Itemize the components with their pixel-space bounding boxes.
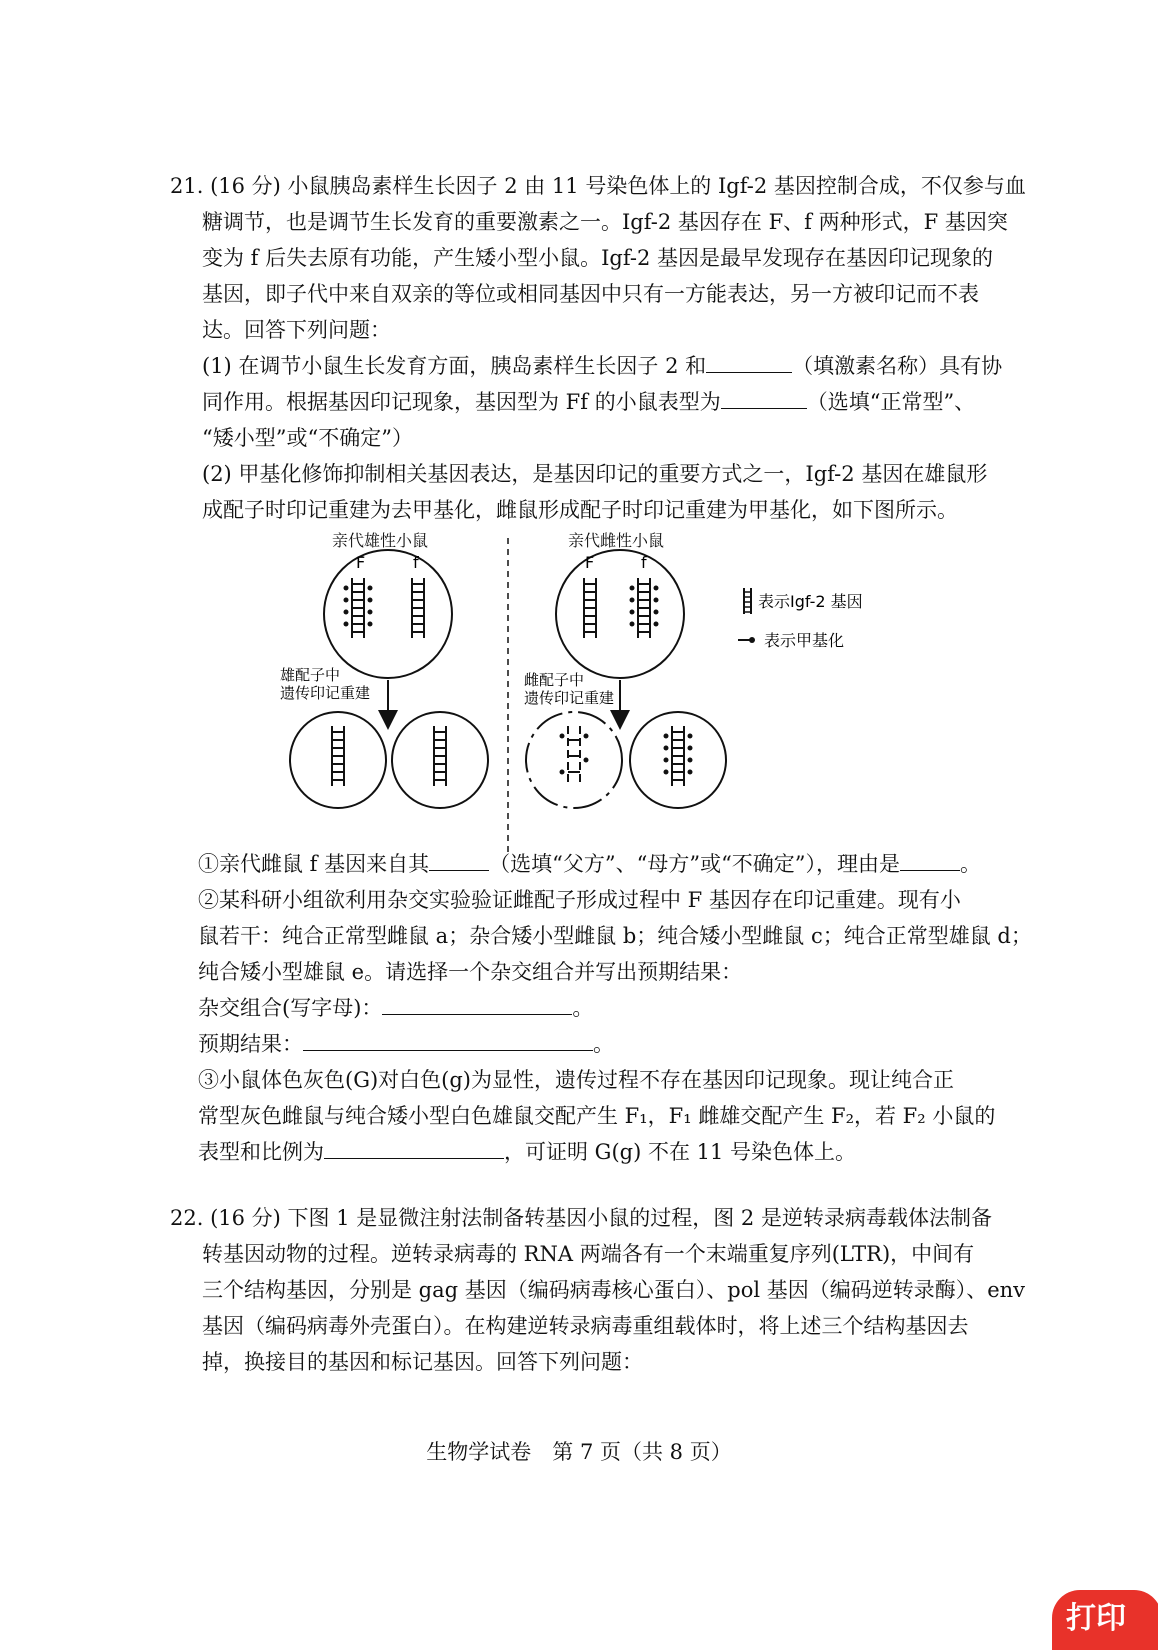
question-22	[170, 1200, 1026, 1380]
sub1-line: ①亲代雌鼠 f 基因来自其 （选填“父方”、“母方”或“不确定”），理由是 。	[198, 852, 982, 876]
legend-gene-label: 表示Igf-2 基因	[758, 592, 863, 611]
q21-line: 基因，即子代中来自双亲的等位或相同基因中只有一方能表达，另一方被印记而不表	[202, 282, 979, 306]
q21-part1-line1: (1) 在调节小鼠生长发育方面，胰岛素样生长因子 2 和 （填激素名称）具有协	[202, 354, 1003, 378]
q22-line: 转基因动物的过程。逆转录病毒的 RNA 两端各有一个末端重复序列(LTR)，中间有	[202, 1242, 975, 1266]
sub3-line: 常型灰色雌鼠与纯合矮小型白色雄鼠交配产生 F₁，F₁ 雌雄交配产生 F₂，若 F₂ 小鼠的	[198, 1104, 996, 1128]
q21-part1-line3: “矮小型”或“不确定”）	[202, 426, 413, 450]
ladder-f-plain	[412, 578, 424, 638]
answer-blank[interactable]	[721, 388, 807, 409]
expected-result-line: 预期结果： 。	[198, 1032, 614, 1056]
female-gamete-cell	[526, 712, 622, 808]
legend-methyl-icon	[738, 637, 755, 643]
q21-line: 21. (16 分) 小鼠胰岛素样生长因子 2 由 11 号染色体上的 Igf-2 基因控制合成，不仅参与血	[170, 174, 1026, 198]
male-parent-title: 亲代雄性小鼠	[332, 531, 429, 550]
female-parent-title: 亲代雌性小鼠	[568, 531, 665, 550]
female-arrow-label: 遗传印记重建	[524, 689, 615, 707]
gene-label-F: F	[356, 553, 366, 572]
female-parent-cell	[556, 550, 684, 678]
gene-label-F: F	[585, 553, 595, 572]
ladder-F-plain	[584, 578, 596, 638]
q22-line: 22. (16 分) 下图 1 是显微注射法制备转基因小鼠的过程，图 2 是逆转录病毒载体法制备	[170, 1206, 992, 1230]
female-gamete-cell	[630, 712, 726, 808]
answer-blank[interactable]	[324, 1138, 504, 1159]
q21-part2-line: (2) 甲基化修饰抑制相关基因表达，是基因印记的重要方式之一，Igf-2 基因在雄鼠形	[202, 462, 988, 486]
answer-blank[interactable]	[303, 1030, 593, 1051]
legend-gene-icon	[744, 588, 751, 614]
q21-line: 变为 f 后失去原有功能，产生矮小型小鼠。Igf-2 基因是最早发现存在基因印记现象的	[202, 246, 994, 270]
question-21-subparts	[170, 846, 1032, 1170]
q21-line: 达。回答下列问题：	[202, 318, 391, 342]
legend-methyl-label: 表示甲基化	[764, 631, 845, 650]
q21-part1-line2: 同作用。根据基因印记现象，基因型为 Ff 的小鼠表型为 （选填“正常型”、	[202, 390, 976, 414]
gene-label-f: f	[413, 553, 419, 572]
cross-combination-line: 杂交组合(写字母)： 。	[198, 996, 594, 1020]
answer-blank[interactable]	[706, 352, 792, 373]
male-arrow-label: 遗传印记重建	[280, 684, 371, 702]
ladder-F-methylated	[344, 578, 373, 638]
answer-blank[interactable]	[900, 850, 960, 871]
sub2-line: ②某科研小组欲利用杂交实验验证雌配子形成过程中 F 基因存在印记重建。现有小	[198, 888, 961, 912]
sub2-line: 鼠若干：纯合正常型雌鼠 a；杂合矮小型雌鼠 b；纯合矮小型雌鼠 c；纯合正常型雄鼠 d；	[198, 924, 1032, 948]
q22-line: 基因（编码病毒外壳蛋白）。在构建逆转录病毒重组载体时，将上述三个结构基因去	[202, 1314, 969, 1338]
male-gamete-cell	[290, 712, 386, 808]
imprinting-diagram	[280, 528, 920, 858]
q22-line: 掉，换接目的基因和标记基因。回答下列问题：	[202, 1350, 643, 1374]
ladder-f-methylated	[630, 578, 659, 638]
print-button[interactable]: 打印	[1052, 1590, 1158, 1650]
q21-line: 糖调节，也是调节生长发育的重要激素之一。Igf-2 基因存在 F、f 两种形式，F 基因突	[202, 210, 1008, 234]
gamete-ladder-demethylated	[434, 726, 446, 786]
male-parent-cell	[324, 550, 452, 678]
q22-line: 三个结构基因，分别是 gag 基因（编码病毒核心蛋白）、pol 基因（编码逆转录酶）、env	[202, 1278, 1026, 1302]
q21-part2-line: 成配子时印记重建为去甲基化，雌鼠形成配子时印记重建为甲基化，如下图所示。	[202, 498, 958, 522]
gamete-ladder-demethylated	[332, 726, 344, 786]
page-footer: 生物学试卷 第 7 页（共 8 页）	[426, 1440, 732, 1464]
answer-blank[interactable]	[429, 850, 489, 871]
gamete-ladder-methylated	[560, 726, 589, 786]
gene-label-f: f	[641, 553, 647, 572]
male-gamete-cell	[392, 712, 488, 808]
sub3-line: ③小鼠体色灰色(G)对白色(g)为显性，遗传过程不存在基因印记现象。现让纯合正	[198, 1068, 954, 1092]
female-arrow-label: 雌配子中	[524, 671, 585, 689]
sub3-line: 表型和比例为 ，可证明 G(g) 不在 11 号染色体上。	[198, 1140, 857, 1164]
answer-blank[interactable]	[382, 994, 572, 1015]
gamete-ladder-methylated	[664, 726, 693, 786]
question-21	[170, 168, 1026, 528]
sub2-line: 纯合矮小型雄鼠 e。请选择一个杂交组合并写出预期结果：	[198, 960, 743, 984]
male-arrow-label: 雄配子中	[280, 666, 341, 684]
